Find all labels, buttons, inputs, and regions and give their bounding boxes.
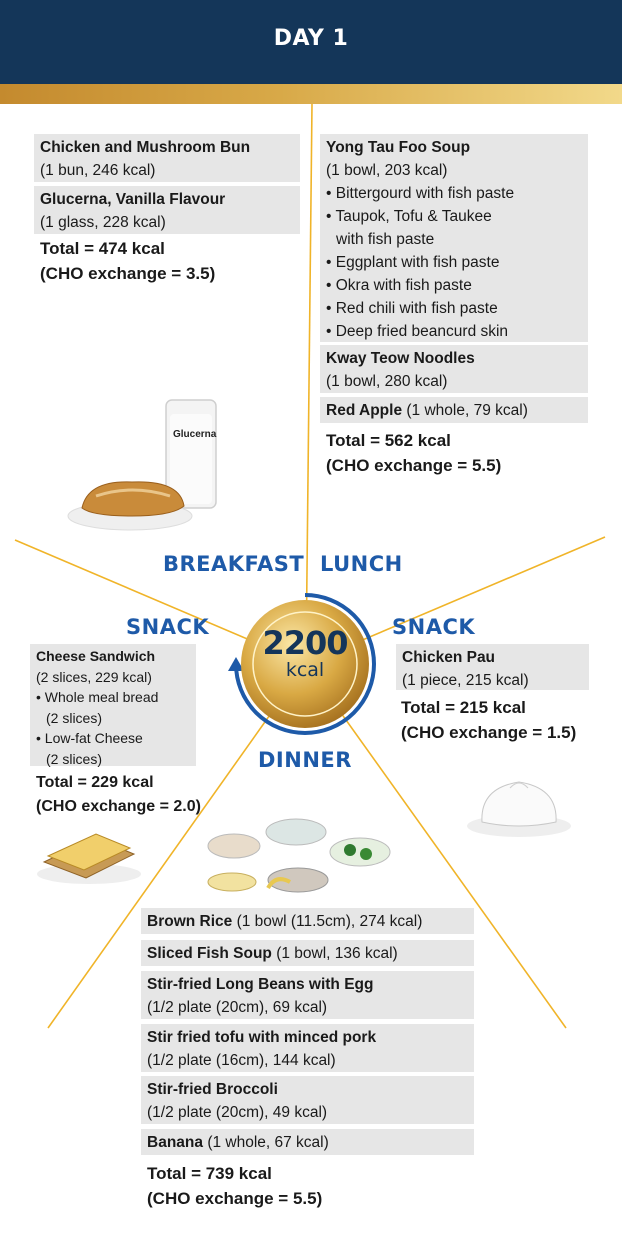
total-kcal: Total = 229 kcal (36, 774, 154, 791)
total-kcal: Total = 215 kcal (401, 698, 526, 717)
item-detail: (1 bowl, 136 kcal) (276, 945, 398, 962)
item-name: Kway Teow Noodles (326, 350, 475, 367)
item-detail: (1 piece, 215 kcal) (402, 672, 529, 689)
item-detail: (1/2 plate (20cm), 69 kcal) (147, 999, 328, 1016)
lunch-item-apple (320, 397, 588, 423)
cho-exchange: (CHO exchange = 5.5) (147, 1189, 323, 1208)
item-name: Banana (147, 1134, 203, 1151)
breakfast-item-glucerna (34, 186, 300, 234)
broccoli-icon (344, 844, 356, 856)
item-name: Sliced Fish Soup (147, 945, 272, 962)
breakfast-item-bun (34, 134, 300, 182)
dinner-total (147, 1161, 322, 1211)
rice-bowl-icon (208, 834, 260, 858)
soup-ingredient: • Deep fried beancurd skin (326, 323, 509, 340)
sandwich-ingredient: • Whole meal bread (36, 689, 159, 705)
sandwich-illustration (34, 824, 144, 890)
sandwich-ingredient: (2 slices) (46, 750, 103, 767)
item-detail: (1 bowl (11.5cm), 274 kcal) (236, 913, 423, 930)
item-name: Red Apple (326, 402, 403, 419)
line-top (306, 104, 312, 664)
item-detail: (1 glass, 228 kcal) (40, 214, 166, 231)
soup-ingredient: with fish paste (336, 231, 435, 248)
item-detail: (2 slices, 229 kcal) (36, 668, 152, 685)
glucerna-label: Glucerna (173, 429, 217, 440)
dinner-item-broccoli (141, 1076, 474, 1124)
soup-ingredient: • Okra with fish paste (326, 277, 472, 294)
broccoli-plate-icon (330, 838, 390, 866)
item-detail: (1/2 plate (20cm), 49 kcal) (147, 1104, 328, 1121)
soup-ingredient: • Red chili with fish paste (326, 300, 498, 317)
lunch-item-noodles (320, 345, 588, 393)
page-title: DAY 1 (273, 26, 349, 51)
total-kcal: Total = 562 kcal (326, 431, 451, 450)
calorie-value: 2200 (262, 624, 348, 662)
item-name: Glucerna, Vanilla Flavour (40, 191, 226, 208)
dinner-label: DINNER (258, 748, 352, 772)
breakfast-illustration (62, 380, 282, 540)
breakfast-label: BREAKFAST (163, 552, 305, 576)
item-detail: (1 bowl, 203 kcal) (326, 162, 448, 179)
pau-icon (482, 782, 556, 826)
soup-ingredient: • Eggplant with fish paste (326, 254, 500, 271)
item-detail: (1 bowl, 280 kcal) (326, 373, 448, 390)
dinner-item-banana (141, 1129, 474, 1155)
dinner-item-rice (141, 908, 474, 934)
dinner-illustration (198, 816, 408, 898)
milk-fill (170, 414, 212, 504)
lunch-label: LUNCH (320, 552, 403, 576)
item-name: Chicken and Mushroom Bun (40, 139, 251, 156)
item-name: Cheese Sandwich (36, 648, 156, 664)
total-kcal: Total = 739 kcal (147, 1164, 272, 1183)
item-name: Yong Tau Foo Soup (326, 139, 471, 156)
item-detail: (1 bun, 246 kcal) (40, 162, 156, 179)
pau-illustration (464, 768, 574, 840)
item-name: Chicken Pau (402, 649, 496, 666)
sandwich-ingredient: • Low-fat Cheese (36, 730, 143, 746)
lunch-total (326, 428, 501, 478)
cho-exchange: (CHO exchange = 3.5) (40, 264, 216, 283)
dinner-item-fish-soup (141, 940, 474, 966)
item-detail: (1 whole, 79 kcal) (406, 402, 528, 419)
cho-exchange: (CHO exchange = 2.0) (36, 798, 201, 815)
soup-ingredient: • Taupok, Tofu & Taukee (326, 208, 492, 225)
egg-beans-icon (208, 873, 256, 891)
dinner-item-long-beans (141, 971, 474, 1019)
soup-ingredient: • Bittergourd with fish paste (326, 185, 515, 202)
sandwich-ingredient: (2 slices) (46, 709, 103, 726)
snack-left-label: SNACK (126, 615, 210, 639)
breakfast-total (40, 236, 215, 286)
item-name: Stir-fried Long Beans with Egg (147, 976, 374, 993)
lunch-item-soup (320, 134, 588, 342)
item-detail: (1/2 plate (16cm), 144 kcal) (147, 1052, 336, 1069)
item-detail: (1 whole, 67 kcal) (207, 1134, 329, 1151)
snack-right-label: SNACK (392, 615, 476, 639)
broccoli-icon (360, 848, 372, 860)
cho-exchange: (CHO exchange = 5.5) (326, 456, 502, 475)
snack-right-item-pau (396, 644, 589, 690)
cho-exchange: (CHO exchange = 1.5) (401, 723, 577, 742)
item-name: Stir-fried Broccoli (147, 1081, 278, 1098)
calorie-unit: kcal (285, 659, 325, 681)
item-name: Brown Rice (147, 913, 233, 930)
dinner-item-tofu (141, 1024, 474, 1072)
item-name: Stir fried tofu with minced pork (147, 1029, 377, 1046)
snack-left-item-sandwich (30, 644, 196, 766)
soup-bowl-icon (266, 819, 326, 845)
snack-right-total (401, 695, 576, 745)
bun-icon (82, 482, 184, 516)
snack-left-total (36, 771, 201, 819)
total-kcal: Total = 474 kcal (40, 239, 165, 258)
